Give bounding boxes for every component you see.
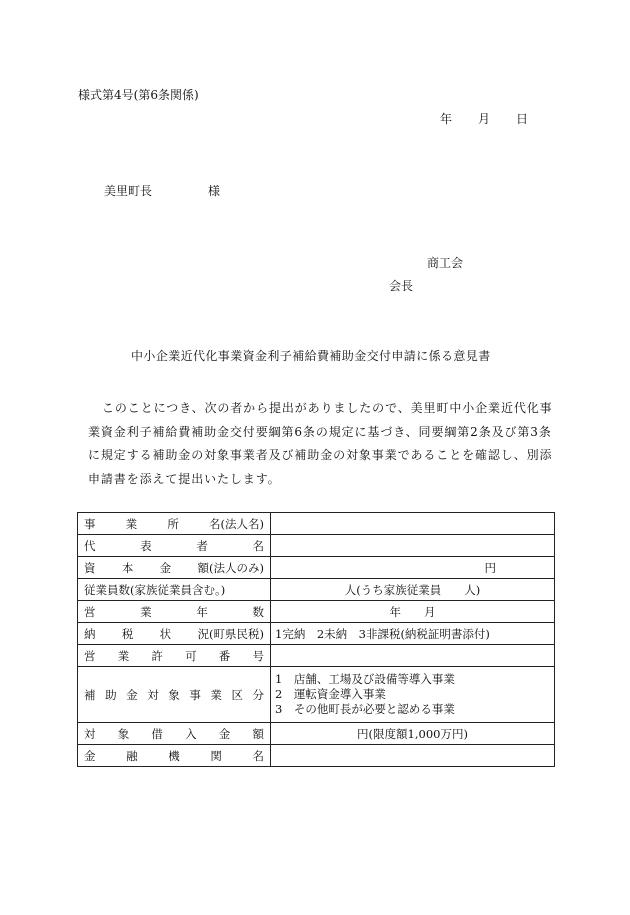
document-body: このことにつき、次の者から提出がありましたので、美里町中小企業近代化事業資金利子補給費補助金交付要綱第6条の規定に基づき、同要綱第2条及び第3条に規定する補助金の対象事業者及び補助金の対象事業であることを確認し、別添申請書を添えて提出いたします。: [88, 401, 553, 486]
row-label-business-years: 営 業 年 数: [78, 601, 271, 623]
license-number-value[interactable]: [271, 645, 555, 667]
business-name-value[interactable]: [271, 513, 555, 535]
row-label-loan-amount: 対 象 借 入 金 額: [78, 723, 271, 745]
date-year: 年: [440, 112, 453, 126]
table-row: [78, 623, 555, 645]
table-row: [78, 601, 555, 623]
project-category-option-1[interactable]: 1 店舗、工場及び設備等導入事業: [275, 672, 455, 686]
table-row: [78, 645, 555, 667]
row-label-employees: 従業員数(家族従業員含む。): [78, 579, 271, 601]
project-category-option-2[interactable]: 2 運転資金導入事業: [275, 687, 386, 701]
addressee-name: 美里町長: [104, 184, 153, 198]
table-row: [78, 667, 555, 723]
date-line: [440, 110, 528, 127]
row-label-financial-institution: 金 融 機 関 名: [78, 745, 271, 767]
date-month: 月: [478, 112, 491, 126]
form-number: 様式第4号(第6条関係): [78, 88, 199, 102]
row-label-capital: 資 本 金 額(法人のみ): [78, 557, 271, 579]
table-row: [78, 557, 555, 579]
employees-value[interactable]: 人(うち家族従業員 人): [271, 579, 555, 601]
row-label-tax-status: 納 税 状 況(町県民税): [78, 623, 271, 645]
table-row: [78, 513, 555, 535]
sender-title: 会長: [389, 279, 414, 293]
date-day: 日: [516, 112, 529, 126]
sender-organization: 商工会: [427, 256, 464, 270]
table-row: [78, 579, 555, 601]
document-title: 中小企業近代化事業資金利子補給費補助金交付申請に係る意見書: [131, 349, 491, 363]
row-label-representative: 代 表 者 名: [78, 535, 271, 557]
row-label-project-category: 補 助 金 対 象 事 業 区 分: [78, 667, 271, 723]
financial-institution-value[interactable]: [271, 745, 555, 767]
business-years-value[interactable]: 年 月: [271, 601, 555, 623]
table-row: [78, 723, 555, 745]
application-table: [77, 512, 555, 767]
addressee-honorific: 様: [208, 184, 221, 198]
tax-status-value[interactable]: 1完納 2未納 3非課税(納税証明書添付): [271, 623, 555, 645]
project-category-list: [271, 667, 555, 723]
representative-value[interactable]: [271, 535, 555, 557]
table-row: [78, 535, 555, 557]
row-label-business-name: 事 業 所 名(法人名): [78, 513, 271, 535]
table-row: [78, 745, 555, 767]
project-category-option-3[interactable]: 3 その他町長が必要と認める事業: [275, 702, 455, 716]
addressee: [104, 182, 220, 199]
loan-amount-value[interactable]: 円(限度額1,000万円): [271, 723, 555, 745]
capital-value[interactable]: 円: [271, 557, 555, 579]
row-label-license-number: 営 業 許 可 番 号: [78, 645, 271, 667]
